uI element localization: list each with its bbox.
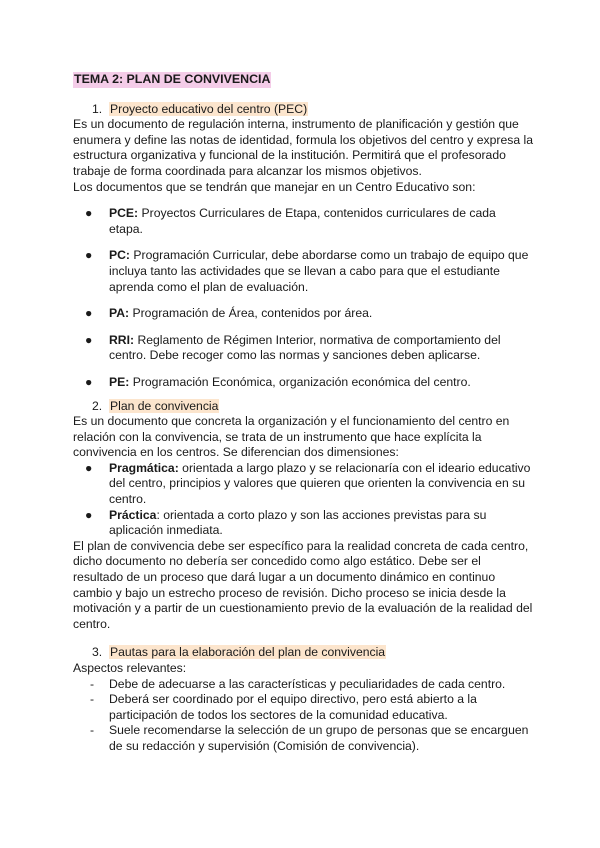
- section-2-closing: El plan de convivencia debe ser específico para la realidad concreta de cada centro, dicho documento no debería ser concedido como algo estático. Debe ser el resultado de un proceso que dará lugar a un documento dinámico en continuo cambio y bajo un estrecho proceso de revisión. Dicho proceso se inicia desde la motivación y a partir de un cuestionamiento previo de la evaluación de la realidad del centro.: [73, 538, 533, 631]
- section-3-heading: [92, 645, 533, 661]
- section-1-heading: [92, 102, 533, 118]
- term: Pragmática:: [109, 460, 179, 475]
- list-item: [73, 677, 533, 693]
- section-2-list: [73, 461, 533, 539]
- list-item: [73, 723, 533, 754]
- definition: Programación Económica, organización económica del centro.: [129, 374, 471, 389]
- section-1-intro2: Los documentos que se tendrán que manejar en un Centro Educativo son:: [73, 179, 476, 194]
- list-item: [73, 248, 533, 295]
- list-item: [73, 461, 533, 508]
- term: PCE:: [109, 206, 139, 221]
- list-item: [73, 333, 533, 364]
- section-1-intro: Es un documento de regulación interna, instrumento de planificación y gestión que enumera y define las notas de identidad, formula los objetivos del centro y expresa la estructura organizativa y funcional de la institución. Permitirá que el profesorado trabaje de forma coordinada para alcanzar los mismos objetivos.: [73, 117, 534, 178]
- term: PE:: [109, 374, 130, 389]
- definition: Programación de Área, contenidos por área.: [129, 306, 373, 321]
- dash-icon: -: [90, 692, 95, 707]
- item-text: Suele recomendarse la selección de un grupo de personas que se encarguen de su redacción y supervisión (Comisión de convivencia).: [109, 723, 529, 753]
- list-item: [73, 375, 533, 391]
- definition: Reglamento de Régimen Interior, normativa de comportamiento del centro. Debe recoger como las normas y sanciones deben aplicarse.: [109, 332, 501, 363]
- section-2-heading: [92, 399, 533, 415]
- term: PC:: [109, 248, 130, 263]
- section-title: Pautas para la elaboración del plan de convivencia: [110, 645, 386, 660]
- dash-icon: -: [90, 676, 95, 691]
- list-item: [73, 206, 533, 237]
- section-number: 3.: [92, 645, 103, 660]
- bullet-icon: ●: [85, 306, 93, 321]
- bullet-icon: ●: [85, 374, 93, 389]
- section-title: Plan de convivencia: [110, 398, 219, 413]
- list-item: [73, 692, 533, 723]
- section-number: 1.: [92, 101, 103, 116]
- section-3-list: [73, 677, 533, 755]
- dash-icon: -: [90, 723, 95, 738]
- term: PA:: [109, 306, 130, 321]
- definition: : orientada a corto plazo y son las acciones previstas para su aplicación inmediata.: [109, 507, 487, 538]
- list-item: [73, 508, 533, 539]
- section-1-list: [73, 206, 533, 390]
- definition: Programación Curricular, debe abordarse como un trabajo de equipo que incluya tanto las actividades que se llevan a cabo para que el estudiante aprenda como el plan de evaluación.: [109, 248, 529, 294]
- document-page: [73, 72, 533, 755]
- bullet-icon: ●: [85, 460, 93, 475]
- bullet-icon: ●: [85, 507, 93, 522]
- page-title: TEMA 2: PLAN DE CONVIVENCIA: [74, 72, 271, 86]
- bullet-icon: ●: [85, 332, 93, 347]
- item-text: Debe de adecuarse a las características y peculiaridades de cada centro.: [109, 676, 506, 691]
- section-3-intro: Aspectos relevantes:: [73, 661, 187, 675]
- section-2-intro: Es un documento que concreta la organización y el funcionamiento del centro en relación con la convivencia, se trata de un instrumento que hace explícita la convivencia en los centros. Se diferencian dos dimensiones:: [73, 414, 510, 460]
- term: RRI:: [109, 332, 135, 347]
- item-text: Deberá ser coordinado por el equipo directivo, pero está abierto a la participación de todos los sectores de la comunidad educativa.: [109, 692, 477, 722]
- section-number: 2.: [92, 398, 103, 413]
- term: Práctica: [109, 507, 157, 522]
- definition: orientada a largo plazo y se relacionaría con el ideario educativo del centro, principios y valores que quieren que orienten la convivencia en su centro.: [109, 460, 531, 507]
- list-item: [73, 306, 533, 322]
- bullet-icon: ●: [85, 248, 93, 263]
- bullet-icon: ●: [85, 206, 93, 221]
- definition: Proyectos Curriculares de Etapa, contenidos curriculares de cada etapa.: [109, 206, 496, 236]
- section-title: Proyecto educativo del centro (PEC): [110, 101, 308, 116]
